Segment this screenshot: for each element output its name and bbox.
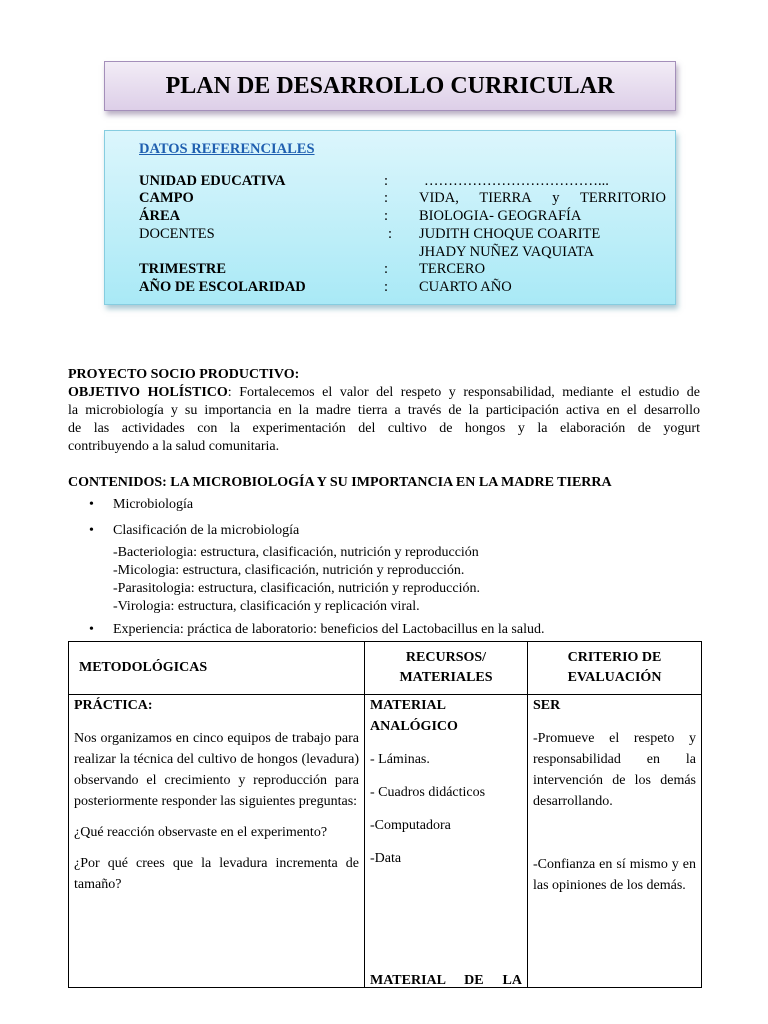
- material-analogico-heading: MATERIAL: [370, 698, 446, 713]
- objetivo-line: contribuyendo a la salud comunitaria.: [68, 439, 280, 454]
- bullet-icon: •: [89, 523, 94, 538]
- datos-row-ano: [139, 279, 669, 297]
- datos-row-docentes-2: [139, 244, 669, 262]
- datos-label: CAMPO: [139, 190, 194, 206]
- objetivo-line: OBJETIVO HOLÍSTICO: Fortalecemos el valor del respeto y responsabilidad, mediante el estudio de: [68, 385, 700, 400]
- objetivo-line: la microbiología y su importancia en la madre tierra a través de la participación activa en el desarrollo: [68, 403, 700, 418]
- datos-row-campo: [139, 190, 669, 208]
- proyecto-heading: PROYECTO SOCIO PRODUCTIVO:: [68, 367, 300, 382]
- recurso-item: - Láminas.: [370, 752, 430, 767]
- datos-label: AÑO DE ESCOLARIDAD: [139, 279, 306, 295]
- datos-colon: :: [384, 279, 389, 295]
- datos-value: TERCERO: [419, 261, 486, 277]
- material-analogico-heading-2: ANALÓGICO: [370, 719, 458, 734]
- datos-colon: :: [384, 173, 389, 189]
- page-title: PLAN DE DESARROLLO CURRICULAR: [104, 61, 676, 111]
- contenido-item: Experiencia: práctica de laboratorio: beneficios del Lactobacillus en la salud.: [113, 622, 545, 637]
- header-recursos: RECURSOS/ MATERIALES: [365, 642, 528, 695]
- bullet-icon: •: [89, 622, 94, 637]
- datos-row-unidad: [139, 173, 669, 191]
- pregunta-1: ¿Qué reacción observaste en el experimento?: [74, 825, 328, 840]
- datos-label: DOCENTES: [139, 226, 215, 242]
- datos-colon: :: [384, 190, 389, 206]
- datos-row-area: [139, 208, 669, 226]
- datos-value: JUDITH CHOQUE COARITE: [419, 226, 601, 242]
- datos-value: CUARTO AÑO: [419, 279, 512, 295]
- contenido-subitem: -Virologia: estructura, clasificación y replicación viral.: [113, 599, 420, 614]
- datos-value: VIDA, TIERRA y TERRITORIO: [419, 190, 666, 206]
- datos-label: UNIDAD EDUCATIVA: [139, 173, 286, 189]
- cell-metodologicas: [69, 695, 365, 988]
- practica-text: Nos organizamos en cinco equipos de trabajo para realizar la técnica del cultivo de hongos (levadura) observando el crecimiento y reproducción para posteriormente responder las siguientes preguntas:: [74, 731, 359, 809]
- cell-criterio: [528, 695, 702, 988]
- cell-recursos: [365, 695, 528, 988]
- datos-value: ………………………………...: [424, 173, 609, 189]
- plan-table: [68, 641, 702, 988]
- datos-colon: :: [388, 226, 393, 242]
- datos-label: ÁREA: [139, 208, 181, 224]
- recurso-item: -Data: [370, 851, 402, 866]
- contenido-subitem: -Bacteriologia: estructura, clasificación, nutrición y reproducción: [113, 545, 479, 560]
- table-row: [69, 695, 702, 988]
- pregunta-2: ¿Por qué crees que la levadura incrementa de tamaño?: [74, 856, 359, 892]
- contenido-subitem: -Parasitologia: estructura, clasificación, nutrición y reproducción.: [113, 581, 480, 596]
- recurso-item: -Computadora: [370, 818, 451, 833]
- header-criterio: CRITERIO DE EVALUACIÓN: [528, 642, 702, 695]
- datos-colon: :: [384, 261, 389, 277]
- objetivo-holistico: [68, 384, 700, 456]
- bullet-icon: •: [89, 497, 94, 512]
- objetivo-line: de las actividades con la experimentación del cultivo de hongos y la elaboración de yogurt: [68, 421, 700, 436]
- datos-row-trimestre: [139, 261, 669, 279]
- datos-value: BIOLOGIA- GEOGRAFÍA: [419, 208, 582, 224]
- practica-heading: PRÁCTICA:: [74, 698, 153, 713]
- contenido-subitem: -Micologia: estructura, clasificación, nutrición y reproducción.: [113, 563, 465, 578]
- datos-label: TRIMESTRE: [139, 261, 227, 277]
- contenidos-heading: CONTENIDOS: LA MICROBIOLOGÍA Y SU IMPORTANCIA EN LA MADRE TIERRA: [68, 475, 612, 490]
- datos-value: JHADY NUÑEZ VAQUIATA: [419, 244, 594, 260]
- header-metodologicas: METODOLÓGICAS: [69, 642, 365, 695]
- contenido-item: Microbiología: [113, 497, 194, 512]
- ser-heading: SER: [533, 698, 561, 713]
- datos-colon: :: [384, 208, 389, 224]
- material-footer: MATERIAL DE LA: [370, 973, 522, 988]
- table-header-row: [69, 642, 702, 695]
- datos-row-docentes: [139, 226, 669, 244]
- recurso-item: - Cuadros didácticos: [370, 785, 486, 800]
- criterio-text-2: -Confianza en sí mismo y en las opiniones de los demás.: [533, 857, 696, 893]
- contenido-item: Clasificación de la microbiología: [113, 523, 300, 538]
- criterio-text-1: -Promueve el respeto y responsabilidad en la intervención de los demás desarrollando.: [533, 731, 696, 809]
- datos-referenciales-heading: DATOS REFERENCIALES: [139, 141, 315, 157]
